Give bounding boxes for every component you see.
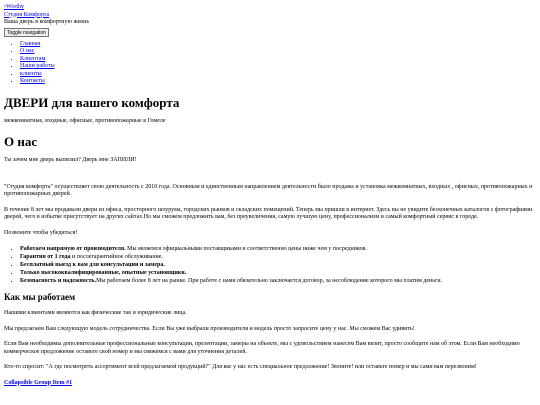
nav-item-customers [20,56,536,64]
about-heading: О нас [4,134,38,149]
how-paragraph-3: Если Вам необходимы дополнительные профессиональные консультации, презентации, замеры на обьекте, мы с удовольствием нанесем Вам визит, просто сообщите нам об этом. Если Вам необходимо коммерческое предложение оставьте свой номер и мы свяжемся с вами для уточнения деталей. [4,341,520,355]
feature-item [20,261,536,269]
nav-item-about [20,48,536,56]
nav-link-clients[interactable]: клиенты [20,70,42,77]
feature-text: Мы являемся официальными поставщиками и соответственно цены ниже чем у посредников. [125,246,367,252]
nav-link-contacts[interactable]: Контакты [20,78,45,84]
about-paragraph-3: Позвоните чтобы убедиться! [4,229,78,236]
nav-link-customers[interactable]: Клиентам [20,55,46,62]
nav-link-works[interactable]: Наши работы [20,63,55,69]
about-paragraph-2: В течение 8 лет мы продавали двери из офиса, просторного шоурума, городских рынков и складских помещений. Теперь мы пришли в интернет. Здесь вы не увидите бесконечных каталогов с фотографиями дверей, чего в избытке присутствует на других сайтах.Но мы сможем предложить вам, без преувеличения, самую лучшую цену, профессионализм и самый комфортный сервис в городе. [4,206,533,220]
feature-item [20,253,536,261]
feature-bold: Гарантия от 1 года [20,254,71,260]
collapsible-group-link[interactable]: Collapsible Group Item #1 [4,379,73,386]
nav-item-clients [20,71,536,79]
hero-title: ДВЕРИ для вашего комфорта [4,94,180,110]
feature-bold: Только высококвалифицированные, опытные установщики. [20,270,187,276]
feature-item [20,245,536,253]
how-paragraph-1: Нашими клиентами являются как физические так и юридические лица. [4,310,187,317]
feature-text: и послегарантийное обслуживание. [70,254,163,260]
hero-subtitle: межкомнатные, входные, офисные, противопожарные в Гомеле [4,117,166,124]
about-paragraph-1: "Студия комфорта" осуществляет свою деятельность с 2010 года. Основным и единственным направлением деятельности было продажа и установка межкомнатных, входных , офисных, противопожарных и противопожарных дверей. [4,183,533,197]
feature-bold: Бесплатный выезд к вам для консультации и замера. [20,262,165,268]
feature-bold: Безопасность и надежность. [20,278,97,284]
nav-item-works [20,63,536,71]
nav-link-home[interactable]: Главная [20,40,41,47]
logo-image[interactable] [4,4,536,12]
nav-link-about[interactable]: О нас [20,48,35,54]
nav-item-home [20,41,536,49]
logo-broken-image-icon: ▫ [4,4,7,10]
logo-alt-text: Worthy [6,4,24,10]
how-heading: Как мы работаем [4,292,76,302]
how-paragraph-2: Мы предлагаем Вам следующую модель сотрудничества. Если Вы уже выбрали производителя и модель просто запросите цену у нас. Мы сможем Вас удивить! [4,325,415,332]
brand-link[interactable]: Студия Комфорта [4,11,50,18]
features-list [4,245,536,285]
toggle-navigation-button[interactable]: Toggle navigation [4,28,49,37]
how-paragraph-4: Кто-то спросит: "А где посмотреть ассортимент всей предлагаемой продукций?" Для вас у нас есть специальное предложение! Звоните! или оставьте номер и мы сами вам перезвоним! [4,364,477,371]
feature-bold: Работаем напрямую от производителя. [20,246,126,252]
feature-item [20,269,536,277]
site-tagline: Ваша дверь в комфортную жизнь [4,19,90,25]
nav-item-contacts [20,78,536,86]
feature-item [20,277,536,285]
main-nav [4,41,536,86]
about-intro: Ты зачем мне дверь выпилил? Дверь мне ЗАПИЛИ! [4,157,137,163]
feature-text: Мы работаем более 8 лет на рынке. При работе с нами обязательно заключается договор, за несоблюдение которого мы платим деньги. [96,278,443,284]
